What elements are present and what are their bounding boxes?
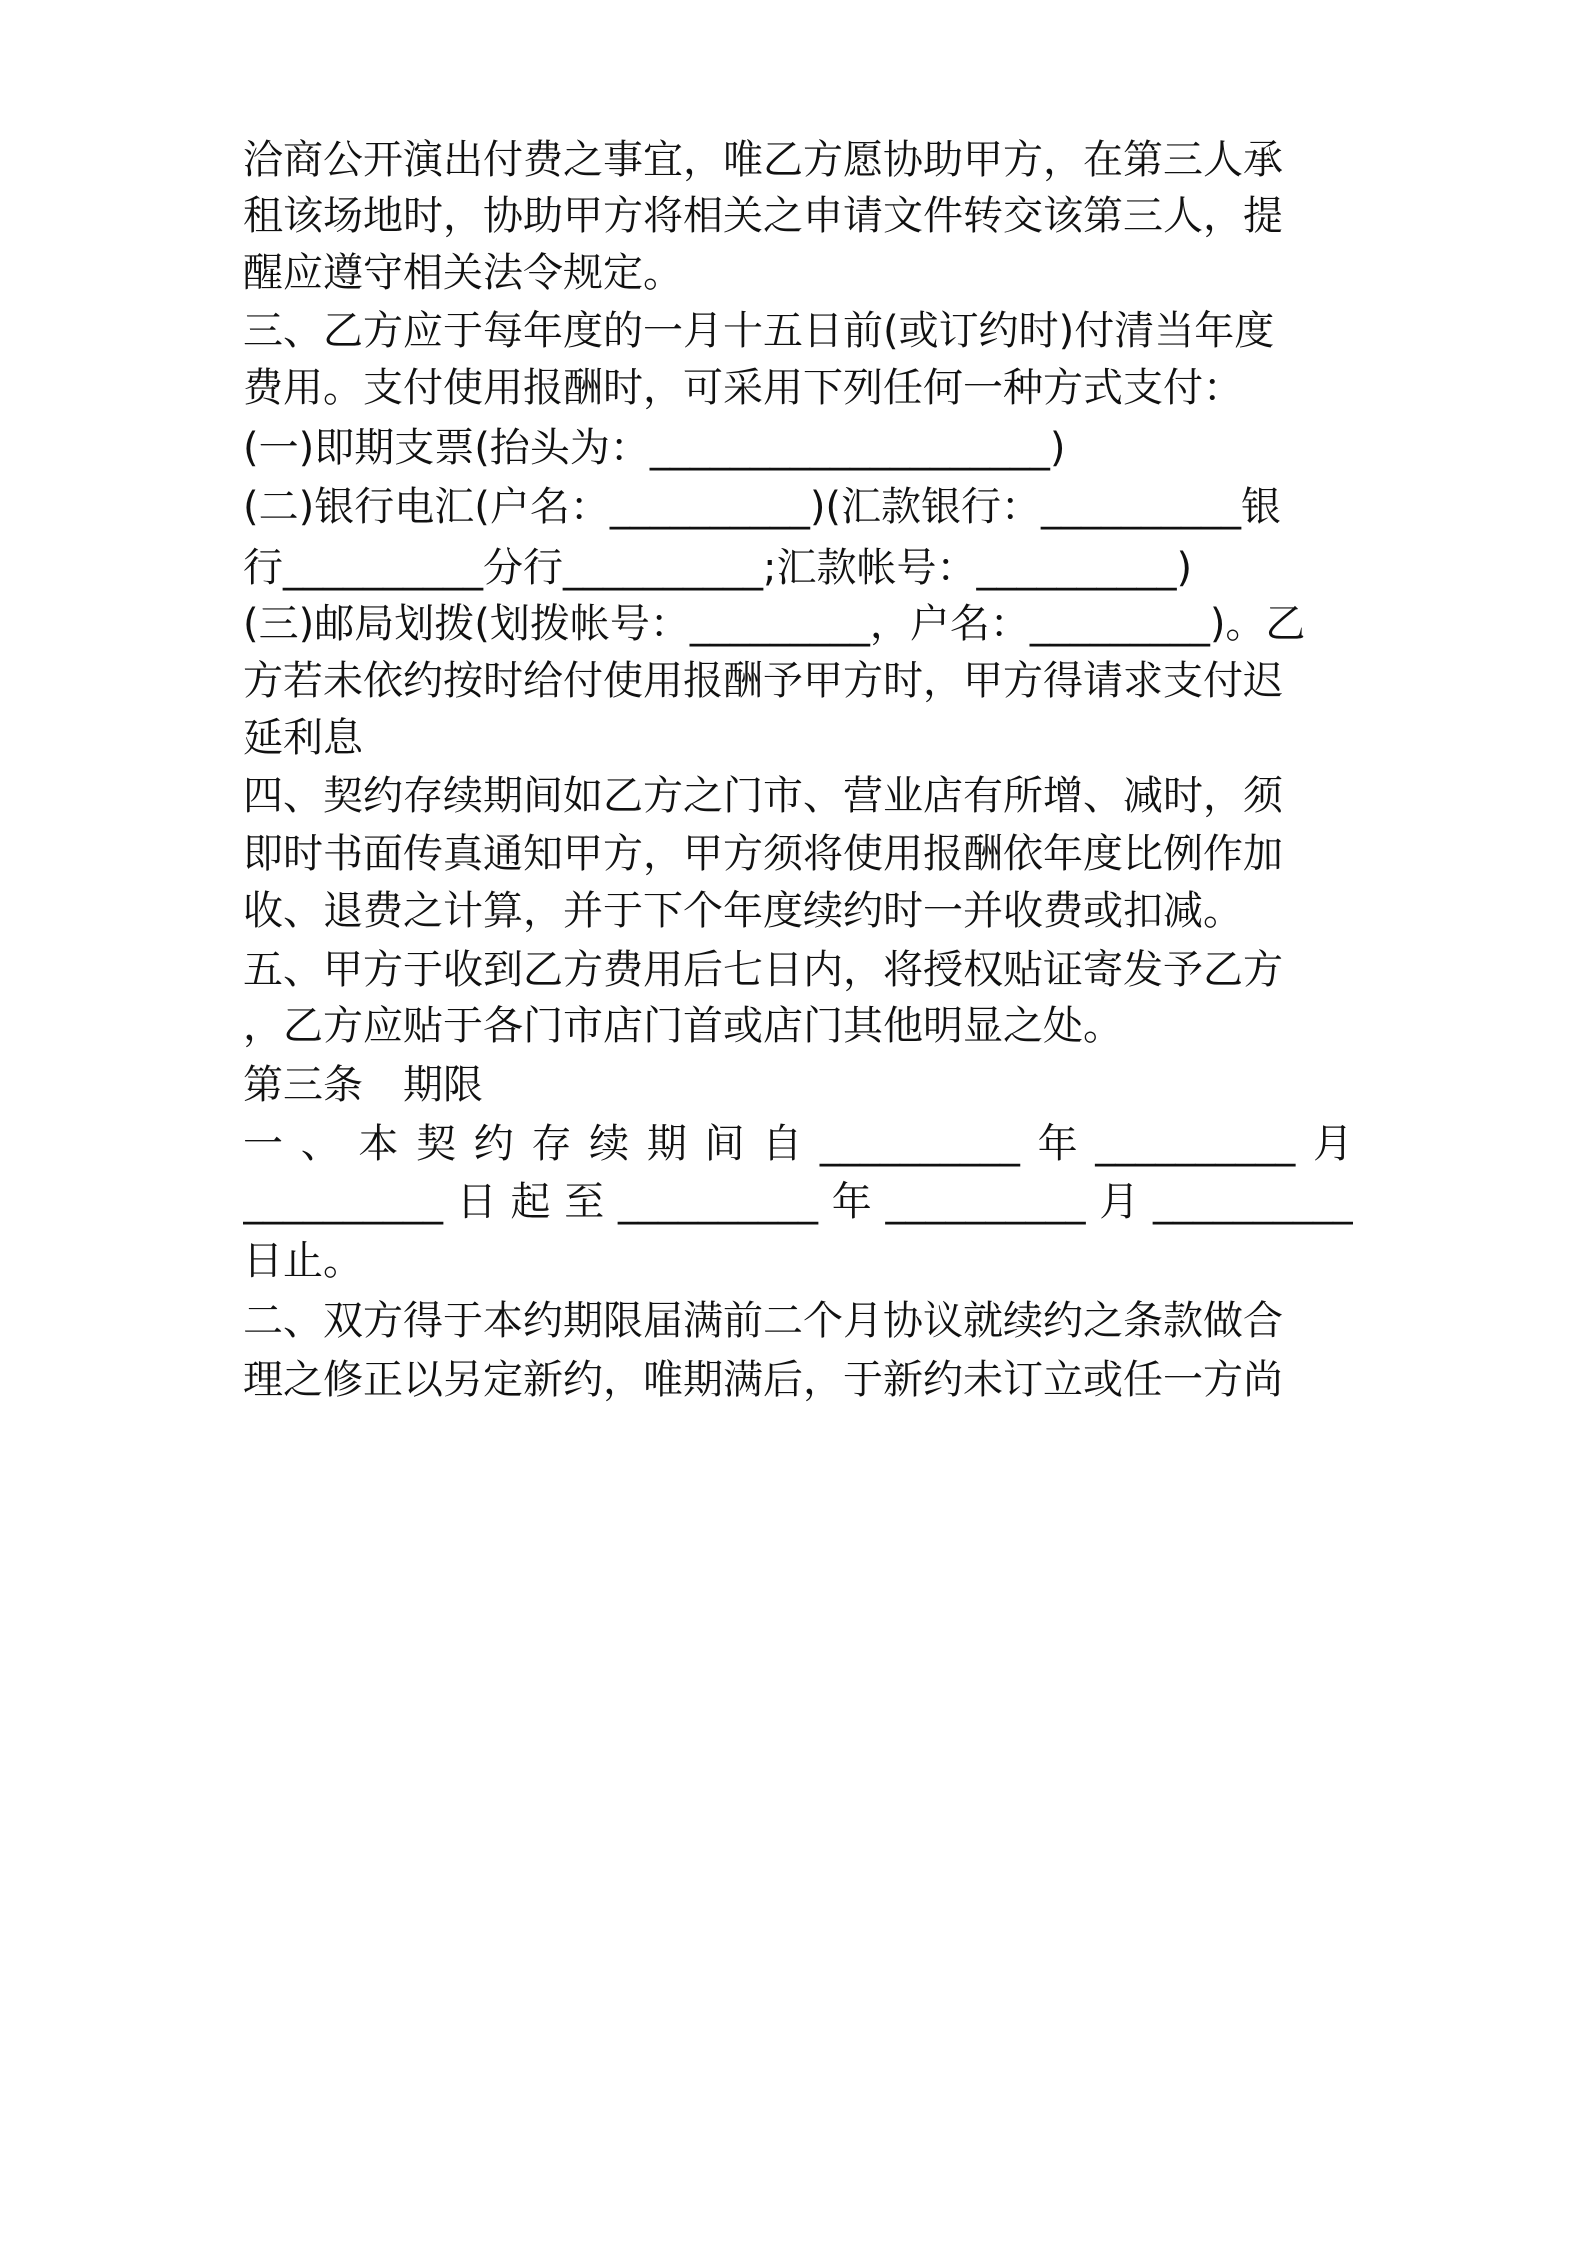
text-line: 费用。支付使用报酬时，可采用下列任何一种方式支付：: [243, 365, 1243, 411]
text-line: 日止。: [243, 1238, 363, 1284]
text-char: 年: [1037, 1121, 1078, 1167]
blank-field: __________: [243, 1179, 443, 1225]
blank-field: __________: [1153, 1179, 1353, 1225]
text-line: 洽商公开演出付费之事宜，唯乙方愿协助甲方，在第三人承: [243, 137, 1283, 183]
text-char: 年: [831, 1179, 872, 1225]
text-line: 方若未依约按时给付使用报酬予甲方时，甲方得请求支付迟: [243, 658, 1283, 704]
text-char: 契: [416, 1121, 457, 1167]
text-line: 即时书面传真通知甲方，甲方须将使用报酬依年度比例作加: [243, 831, 1283, 877]
period-line-1: [243, 1114, 1353, 1174]
text-line: 二、双方得于本约期限届满前二个月协议就续约之条款做合: [243, 1298, 1283, 1344]
text-char: 续: [589, 1121, 630, 1167]
section-heading: 第三条 期限: [243, 1062, 483, 1108]
text-char: 一: [243, 1121, 283, 1167]
text-line: 租该场地时，协助甲方将相关之申请文件转交该第三人，提: [243, 193, 1283, 239]
blank-field: __________: [618, 1179, 818, 1225]
text-line: (一)即期支票(抬头为：____________________): [243, 425, 1066, 471]
text-char: 、: [300, 1121, 341, 1167]
text-line: 延利息: [243, 715, 363, 761]
text-line: 三、乙方应于每年度的一月十五日前(或订约时)付清当年度: [243, 308, 1275, 354]
text-char: 期: [646, 1121, 687, 1167]
text-line: (二)银行电汇(户名：__________)(汇款银行：__________银: [243, 484, 1282, 530]
text-char: 本: [358, 1121, 399, 1167]
text-char: 间: [704, 1121, 745, 1167]
text-line: ，乙方应贴于各门市店门首或店门其他明显之处。: [243, 1003, 1123, 1049]
text-char: 至: [564, 1179, 605, 1225]
text-char: 月: [1099, 1179, 1140, 1225]
text-line: 四、契约存续期间如乙方之门市、营业店有所增、减时，须: [243, 773, 1283, 819]
blank-field: __________: [885, 1179, 1086, 1225]
text-char: 存: [531, 1121, 572, 1167]
text-line: 收、退费之计算，并于下个年度续约时一并收费或扣减。: [243, 888, 1243, 934]
period-line-2: [243, 1172, 1353, 1232]
text-line: 醒应遵守相关法令规定。: [243, 250, 683, 296]
text-line: 行__________分行__________;汇款帐号：__________): [243, 545, 1193, 591]
blank-field: __________: [819, 1121, 1020, 1167]
text-line: 理之修正以另定新约，唯期满后，于新约未订立或任一方尚: [243, 1357, 1283, 1403]
text-char: 起: [510, 1179, 551, 1225]
text-line: 五、甲方于收到乙方费用后七日内，将授权贴证寄发予乙方: [243, 947, 1283, 993]
text-char: 日: [456, 1179, 497, 1225]
text-char: 约: [473, 1121, 514, 1167]
blank-field: __________: [1095, 1121, 1296, 1167]
text-char: 自: [762, 1121, 803, 1167]
text-char: 月: [1312, 1121, 1353, 1167]
text-line: (三)邮局划拨(划拨帐号：_________，户名：_________)。乙: [243, 601, 1306, 647]
